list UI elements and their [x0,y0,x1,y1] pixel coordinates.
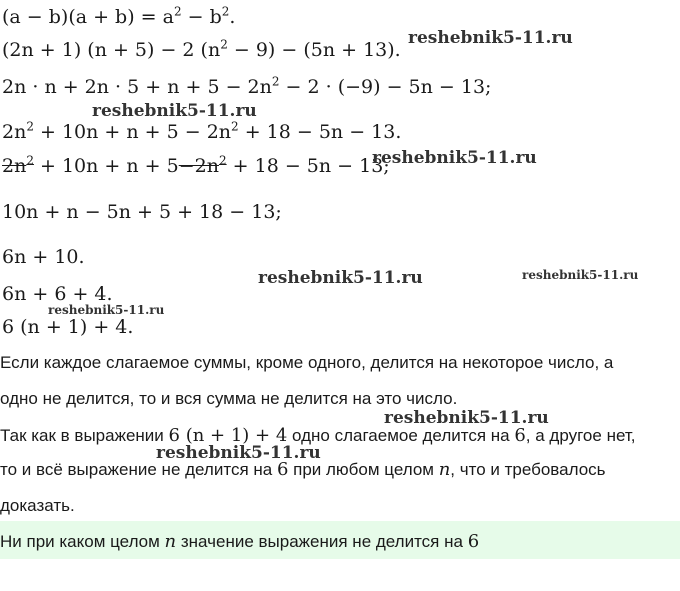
watermark: reshebnik5-11.ru [156,443,321,463]
equation-line-7: 6n + 10. [2,246,85,268]
watermark: reshebnik5-11.ru [408,28,573,48]
answer-box [0,521,680,559]
paragraph-line-1: Если каждое слагаемое суммы, кроме одного, делится на некоторое число, а [0,353,614,372]
watermark: reshebnik5-11.ru [522,268,639,282]
watermark: reshebnik5-11.ru [372,148,537,168]
equation-line-3: $2n \cdot n + 2n \cdot 5 + n + 5 - 2n^2 - 2 \cdot (-9) - 5n - 13$; [2,74,492,98]
watermark: reshebnik5-11.ru [384,408,549,428]
equation-line-9: 6 (n + 1) + 4. [2,316,134,338]
paragraph-line-3: Так как в выражении 6 (n + 1) + 4 одно слагаемое делится на 6, а другое нет, [0,425,636,446]
equation-line-2: (2n + 1) (n + 5) − 2 $(n^2 - 9) - (5n + 13)$. [2,37,401,61]
watermark: reshebnik5-11.ru [48,303,165,317]
cancelled-term-1: $2n^2$ [2,153,34,177]
equation-line-6: 10n + n − 5n + 5 + 18 − 13; [2,201,282,223]
paragraph-line-5: доказать. [0,496,75,515]
equation-line-4: $2n^2 + 10n + n + 5 - 2n^2 + 18 - 5n - 13$. [2,119,402,143]
watermark: reshebnik5-11.ru [258,268,423,288]
answer-text: Ни при каком целом n значение выражения не делится на 6 [0,531,480,552]
watermark: reshebnik5-11.ru [92,101,257,121]
paragraph-line-2: одно не делится, то и вся сумма не делится на это число. [0,389,458,408]
equation-line-5: $2n^2 + 10n + n + 5-2n^2 + 18 - 5n - 13$; [2,153,390,177]
equation-line-1: $(a - b)(a + b) = a^2 - b^2$. [2,4,236,28]
paragraph-line-4: то и всё выражение не делится на 6 при любом целом n, что и требовалось [0,459,606,480]
cancelled-term-2: $-2n^2$ [178,153,227,177]
equation-line-8: 6n + 6 + 4. [2,283,113,305]
